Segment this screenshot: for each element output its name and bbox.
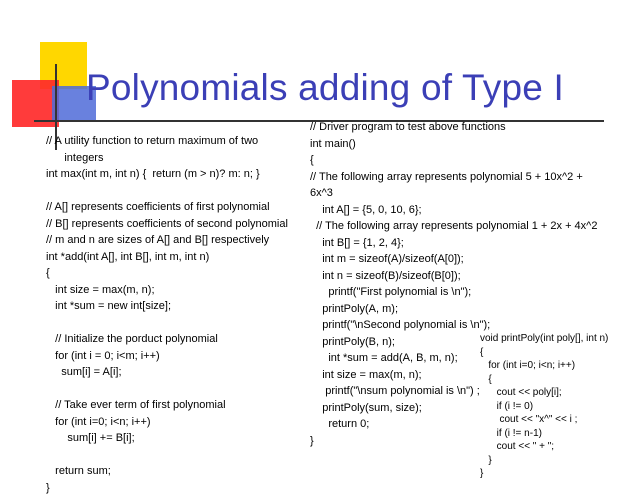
code-line: integers	[46, 150, 288, 167]
code-line: int size = max(m, n);	[46, 282, 288, 299]
code-line	[46, 447, 288, 464]
code-line: // The following array represents polynomial 5 + 10x^2 +	[310, 169, 597, 186]
code-line: }	[480, 454, 608, 468]
code-line: if (i != n-1)	[480, 427, 608, 441]
code-line: int max(int m, int n) { return (m > n)? m: n; }	[46, 166, 288, 183]
code-line: cout << " + ";	[480, 440, 608, 454]
code-line: }	[310, 433, 597, 450]
code-line: // Initialize the porduct polynomial	[46, 331, 288, 348]
code-line: // The following array represents polynomial 1 + 2x + 4x^2	[310, 218, 597, 235]
code-line	[46, 315, 288, 332]
code-line: return 0;	[310, 416, 597, 433]
code-line: int *sum = add(A, B, m, n);	[310, 350, 597, 367]
code-line: // Driver program to test above functions	[310, 119, 597, 136]
code-line: int n = sizeof(B)/sizeof(B[0]);	[310, 268, 597, 285]
code-line: // Take ever term of first polynomial	[46, 397, 288, 414]
code-line: // m and n are sizes of A[] and B[] respectively	[46, 232, 288, 249]
code-line: // A utility function to return maximum of two	[46, 133, 288, 150]
code-line: {	[46, 265, 288, 282]
code-line: // B[] represents coefficients of second polynomial	[46, 216, 288, 233]
code-line: int *sum = new int[size];	[46, 298, 288, 315]
printpoly-code-block	[480, 332, 608, 481]
code-line: printPoly(sum, size);	[310, 400, 597, 417]
code-line: return sum;	[46, 463, 288, 480]
code-line: {	[480, 346, 608, 360]
code-line	[46, 183, 288, 200]
code-line: {	[310, 152, 597, 169]
code-line: int size = max(m, n);	[310, 367, 597, 384]
code-line: {	[480, 373, 608, 387]
code-line: int m = sizeof(A)/sizeof(A[0]);	[310, 251, 597, 268]
code-line: int A[] = {5, 0, 10, 6};	[310, 202, 597, 219]
code-line: }	[480, 467, 608, 481]
code-line	[46, 381, 288, 398]
code-line: sum[i] = A[i];	[46, 364, 288, 381]
code-line: cout << poly[i];	[480, 386, 608, 400]
code-line: 6x^3	[310, 185, 597, 202]
slide-title: Polynomials adding of Type I	[86, 66, 564, 110]
code-line: for (int i = 0; i<m; i++)	[46, 348, 288, 365]
code-line: for (int i=0; i<n; i++)	[46, 414, 288, 431]
code-line: for (int i=0; i<n; i++)	[480, 359, 608, 373]
code-line: void printPoly(int poly[], int n)	[480, 332, 608, 346]
code-line: printf("First polynomial is \n");	[310, 284, 597, 301]
code-line: cout << "x^" << i ;	[480, 413, 608, 427]
code-line: printPoly(A, m);	[310, 301, 597, 318]
code-line: int B[] = {1, 2, 4};	[310, 235, 597, 252]
left-code-block	[46, 133, 288, 496]
code-line: // A[] represents coefficients of first polynomial	[46, 199, 288, 216]
code-line: int *add(int A[], int B[], int m, int n)	[46, 249, 288, 266]
code-line: }	[46, 480, 288, 496]
code-line: if (i != 0)	[480, 400, 608, 414]
code-line: int main()	[310, 136, 597, 153]
code-line: sum[i] += B[i];	[46, 430, 288, 447]
code-line: printf("\nSecond polynomial is \n");	[310, 317, 597, 334]
code-line: printPoly(B, n);	[310, 334, 597, 351]
code-line: printf("\nsum polynomial is \n") ;	[310, 383, 597, 400]
